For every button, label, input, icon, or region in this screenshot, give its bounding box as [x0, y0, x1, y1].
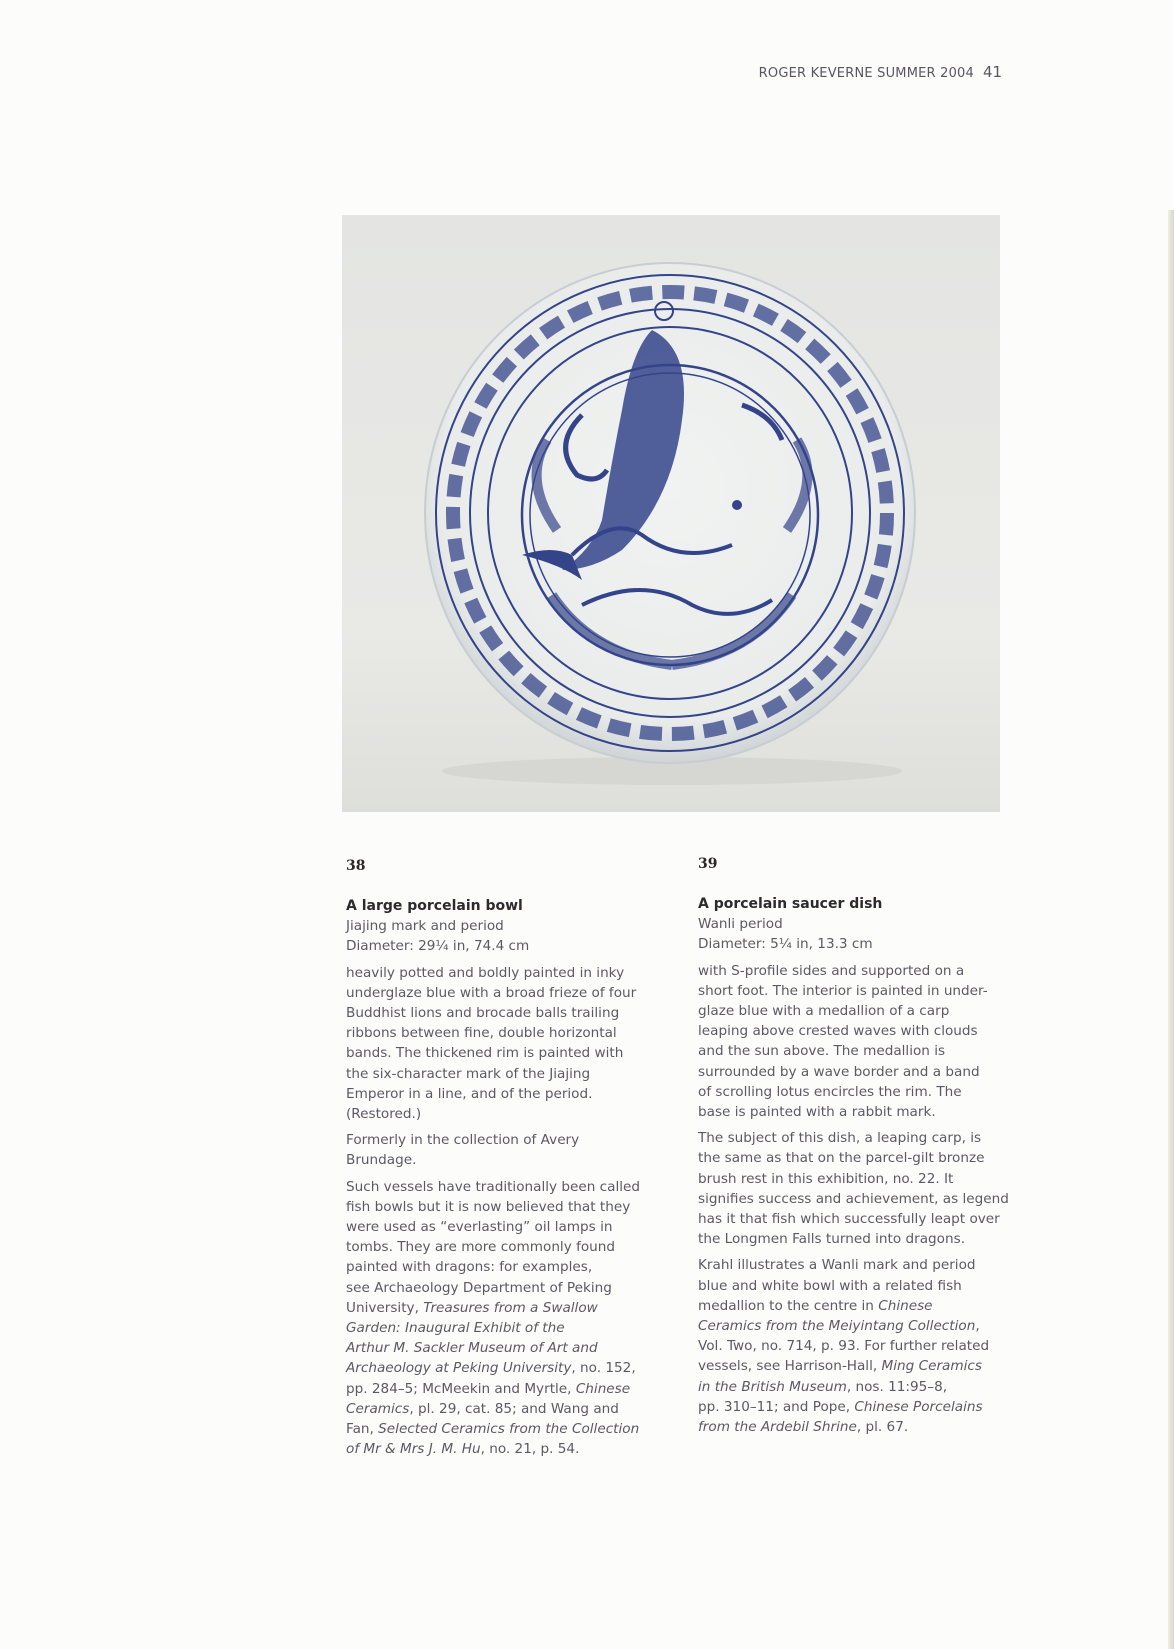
text-line	[346, 1130, 676, 1150]
text-line	[346, 1257, 676, 1277]
text-line	[698, 1001, 1028, 1021]
text-segment: of scrolling lotus encircles the rim. The	[698, 1083, 962, 1100]
italic-citation: Garden: Inaugural Exhibit of the	[346, 1320, 565, 1337]
text-segment: with S-profile sides and supported on a	[698, 962, 965, 979]
italic-citation: Chinese	[878, 1297, 933, 1314]
text-segment: surrounded by a wave border and a band	[698, 1063, 980, 1080]
text-segment: signifies success and achievement, as legend	[698, 1190, 1009, 1207]
entry-description	[698, 961, 1028, 1438]
text-segment: Vol. Two, no. 714, p. 93. For further related	[698, 1338, 990, 1355]
text-segment: Brundage.	[346, 1152, 417, 1169]
catalogue-number-39: 39	[698, 856, 718, 872]
text-segment: brush rest in this exhibition, no. 22. It	[698, 1170, 954, 1187]
text-line	[698, 1276, 1028, 1296]
text-line	[698, 1356, 1028, 1376]
paragraph	[698, 1255, 1028, 1437]
paragraph	[346, 963, 676, 1125]
italic-citation: Ceramics from the Meiyintang Collection	[698, 1318, 976, 1335]
text-line	[698, 1102, 1028, 1122]
text-line	[698, 1296, 1028, 1316]
text-line	[698, 1021, 1028, 1041]
catalogue-number-38: 38	[346, 858, 366, 874]
italic-citation: from the Ardebil Shrine	[698, 1419, 857, 1436]
text-segment: glaze blue with a medallion of a carp	[698, 1003, 950, 1020]
text-line	[346, 1298, 676, 1318]
text-segment: underglaze blue with a broad frieze of four	[346, 984, 637, 1001]
text-segment: tombs. They are more commonly found	[346, 1239, 616, 1256]
italic-citation: Selected Ceramics from the Collection	[378, 1421, 640, 1438]
plate-photograph	[342, 215, 1000, 812]
text-line	[698, 1377, 1028, 1397]
text-segment: heavily potted and boldly painted in inky	[346, 964, 625, 981]
text-line	[346, 1358, 676, 1378]
text-segment: medallion to the centre in	[698, 1297, 879, 1314]
text-segment: bands. The thickened rim is painted with	[346, 1045, 624, 1062]
text-segment: University,	[346, 1299, 424, 1316]
text-segment: Emperor in a line, and of the period.	[346, 1085, 593, 1102]
text-segment: base is painted with a rabbit mark.	[698, 1104, 936, 1121]
text-segment: has it that fish which successfully leapt over	[698, 1211, 1000, 1228]
text-segment: , nos. 11:95–8,	[846, 1378, 948, 1395]
italic-citation: Chinese	[575, 1380, 631, 1397]
text-line	[698, 1041, 1028, 1061]
italic-citation: Treasures from a Swallow	[423, 1299, 598, 1316]
text-segment: short foot. The interior is painted in under-	[698, 982, 988, 999]
paragraph	[346, 1130, 676, 1170]
text-line	[346, 1023, 676, 1043]
text-line	[698, 981, 1028, 1001]
text-line	[346, 1379, 676, 1399]
text-line	[346, 1217, 676, 1237]
text-line	[346, 1084, 676, 1104]
text-segment: ribbons between fine, double horizontal	[346, 1025, 617, 1042]
text-segment: the same as that on the parcel-gilt bronze	[698, 1150, 985, 1167]
entry-38	[346, 896, 676, 1459]
text-line	[346, 1399, 676, 1419]
text-segment: were used as “everlasting” oil lamps in	[346, 1219, 613, 1236]
entry-title: A large porcelain bowl	[346, 898, 523, 914]
entry-dimensions: Diameter: 29¼ in, 74.4 cm	[346, 938, 530, 955]
entry-period: Wanli period	[698, 916, 783, 933]
text-line	[346, 1318, 676, 1338]
entry-title: A porcelain saucer dish	[698, 896, 883, 912]
text-segment: the six-character mark of the Jiajing	[346, 1065, 591, 1082]
italic-citation: Ming Ceramics	[881, 1358, 982, 1375]
text-line	[346, 1197, 676, 1217]
text-line	[346, 1338, 676, 1358]
text-line	[698, 1417, 1028, 1437]
text-segment: and the sun above. The medallion is	[698, 1043, 946, 1060]
text-segment: leaping above crested waves with clouds	[698, 1023, 978, 1040]
text-line	[346, 1104, 676, 1124]
text-segment: see Archaeology Department of Peking	[346, 1279, 612, 1296]
text-line	[698, 961, 1028, 981]
entry-39	[698, 894, 1028, 1437]
text-segment: ,	[975, 1318, 980, 1335]
text-line	[698, 1189, 1028, 1209]
italic-citation: Chinese Porcelains	[854, 1398, 983, 1415]
text-line	[698, 1336, 1028, 1356]
text-segment: fish bowls but it is now believed that they	[346, 1198, 631, 1215]
text-line	[698, 1255, 1028, 1275]
running-header: ROGER KEVERNE SUMMER 2004	[758, 66, 974, 81]
text-segment: , pl. 29, cat. 85; and Wang and	[409, 1400, 619, 1417]
text-line	[346, 1419, 676, 1439]
text-line	[346, 983, 676, 1003]
italic-citation: Archaeology at Peking University	[346, 1360, 572, 1377]
text-line	[346, 1278, 676, 1298]
text-segment: Fan,	[346, 1421, 379, 1438]
page-number: 41	[983, 63, 1003, 81]
text-line	[698, 1229, 1028, 1249]
text-line	[698, 1209, 1028, 1229]
italic-citation: of Mr & Mrs J. M. Hu	[346, 1441, 481, 1458]
text-segment: pp. 284–5; McMeekin and Myrtle,	[346, 1380, 576, 1397]
italic-citation: Arthur M. Sackler Museum of Art and	[346, 1340, 598, 1357]
text-line	[346, 1003, 676, 1023]
text-segment: (Restored.)	[346, 1106, 422, 1123]
text-line	[698, 1316, 1028, 1336]
text-line	[346, 1439, 676, 1459]
paragraph	[698, 961, 1028, 1123]
text-segment: vessels, see Harrison-Hall,	[698, 1358, 882, 1375]
text-segment: , no. 21, p. 54.	[480, 1441, 580, 1458]
text-line	[698, 1128, 1028, 1148]
text-segment: pp. 310–11; and Pope,	[698, 1398, 855, 1415]
entry-description	[346, 963, 676, 1460]
text-segment: Formerly in the collection of Avery	[346, 1132, 580, 1149]
text-line	[346, 1064, 676, 1084]
text-segment: , no. 152,	[571, 1360, 636, 1377]
text-segment: , pl. 67.	[856, 1419, 909, 1436]
text-line	[346, 1237, 676, 1257]
text-line	[346, 963, 676, 983]
paragraph	[698, 1128, 1028, 1249]
page-edge	[1168, 210, 1174, 1649]
italic-citation: in the British Museum	[698, 1378, 847, 1395]
text-line	[698, 1062, 1028, 1082]
text-segment: the Longmen Falls turned into dragons.	[698, 1231, 966, 1248]
text-line	[698, 1148, 1028, 1168]
text-segment: The subject of this dish, a leaping carp, is	[698, 1130, 982, 1147]
text-line	[346, 1177, 676, 1197]
italic-citation: Ceramics	[346, 1400, 410, 1417]
text-segment: Buddhist lions and brocade balls trailing	[346, 1005, 620, 1022]
text-segment: Krahl illustrates a Wanli mark and period	[698, 1257, 976, 1274]
text-segment: painted with dragons: for examples,	[346, 1259, 593, 1276]
text-segment: Such vessels have traditionally been called	[346, 1178, 641, 1195]
blue-white-dish-image	[342, 215, 1000, 812]
text-line	[346, 1150, 676, 1170]
text-line	[346, 1043, 676, 1063]
text-segment: blue and white bowl with a related fish	[698, 1277, 962, 1294]
entry-period: Jiajing mark and period	[346, 918, 504, 935]
text-line	[698, 1397, 1028, 1417]
text-line	[698, 1169, 1028, 1189]
entry-dimensions: Diameter: 5¼ in, 13.3 cm	[698, 936, 873, 953]
text-line	[698, 1082, 1028, 1102]
paragraph	[346, 1177, 676, 1460]
